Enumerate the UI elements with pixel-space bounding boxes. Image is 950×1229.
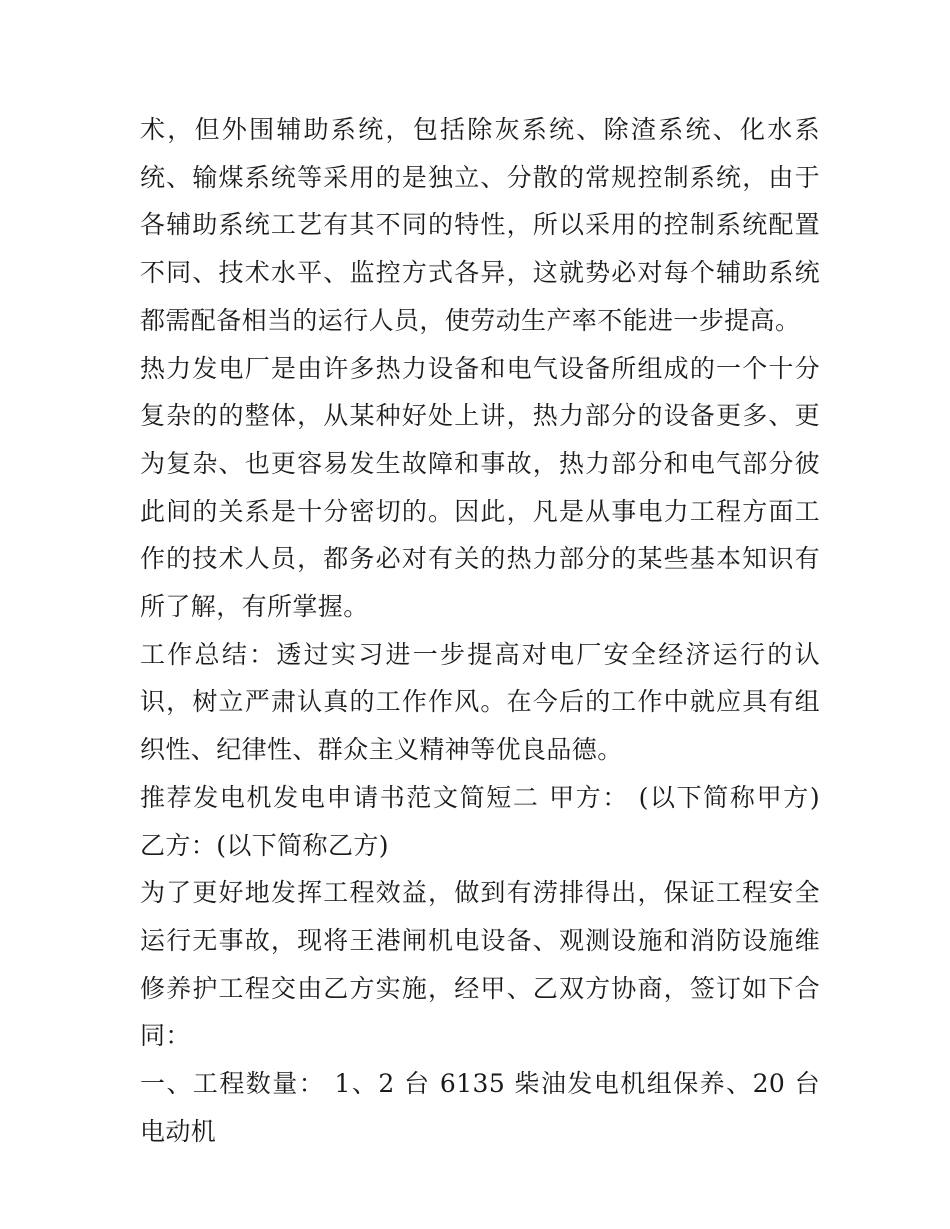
paragraph-work-summary: 工作总结：透过实习进一步提高对电厂安全经济运行的认识，树立严肃认真的工作作风。在今后的工作中就应具有组织性、纪律性、群众主义精神等优良品德。 [140, 639, 820, 765]
paragraph-auxiliary-systems: 术，但外围辅助系统，包括除灰系统、除渣系统、化水系统、输煤系统等采用的是独立、分散的常规控制系统，由于各辅助系统工艺有其不同的特性，所以采用的控制系统配置不同、技术水平、监控方式各异，这就势必对每个辅助系统都需配备相当的运行人员，使劳动生产率不能进一步提高。 [140, 115, 820, 335]
paragraph-project-quantity: 一、工程数量： 1、2 台 6135 柴油发电机组保养、20 台电动机 [140, 1069, 820, 1146]
paragraph-thermal-power-plant: 热力发电厂是由许多热力设备和电气设备所组成的一个十分复杂的的整体，从某种好处上讲，热力部分的设备更多、更为复杂、也更容易发生故障和事故，热力部分和电气部分彼此间的关系是十分密切的。因此，凡是从事电力工程方面工作的技术人员，都务必对有关的热力部分的某些基本知识有所了解，有所掌握。 [140, 353, 820, 622]
paragraph-contract-heading: 推荐发电机发电申请书范文简短二 甲方： (以下简称甲方) 乙方：(以下简称乙方) [140, 782, 820, 860]
document-body [140, 106, 820, 1155]
paragraph-contract-intro: 为了更好地发挥工程效益，做到有涝排得出，保证工程安全运行无事故，现将王港闸机电设备、观测设施和消防设施维修养护工程交由乙方实施，经甲、乙双方协商，签订如下合同： [140, 878, 820, 1051]
